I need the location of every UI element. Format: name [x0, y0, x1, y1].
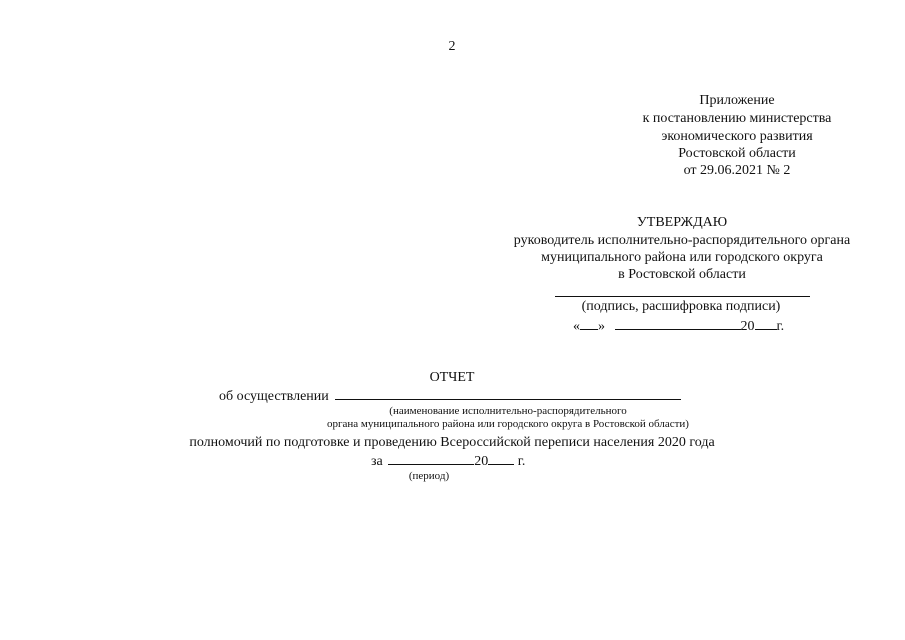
period-blank — [388, 452, 474, 465]
period-suffix: г. — [517, 454, 526, 469]
period-caption: (период) — [408, 470, 450, 482]
report-title: ОТЧЕТ — [429, 370, 475, 385]
appendix-line: Приложение — [699, 93, 775, 108]
approval-line: руководитель исполнительно-распорядительного органа — [513, 233, 851, 248]
period-year: 20 — [474, 454, 489, 469]
report-period — [371, 452, 525, 471]
signature-line — [555, 296, 810, 297]
date-close-quote: » — [598, 319, 605, 334]
appendix-line: экономического развития — [661, 129, 813, 144]
appendix-line: к постановлению министерства — [642, 111, 832, 126]
page-number: 2 — [448, 39, 456, 54]
date-year: 20 — [740, 319, 755, 334]
subject-prefix: об осуществлении — [219, 389, 329, 404]
approval-date — [573, 317, 784, 336]
powers-line: полномочий по подготовке и проведению Всероссийской переписи населения 2020 года — [189, 435, 715, 450]
approval-line: в Ростовской области — [618, 267, 746, 282]
approval-line: муниципального района или городского округа — [541, 250, 823, 265]
subject-caption: (наименование исполнительно-распорядительного — [389, 405, 627, 417]
month-blank — [615, 317, 741, 330]
appendix-line: Ростовской области — [678, 146, 796, 161]
day-blank — [580, 317, 598, 330]
year-blank — [755, 317, 777, 330]
date-open-quote: « — [573, 319, 580, 334]
subject-blank — [335, 387, 681, 400]
period-year-blank — [488, 452, 514, 465]
appendix-line: от 29.06.2021 № 2 — [683, 163, 791, 178]
signature-caption: (подпись, расшифровка подписи) — [581, 299, 781, 314]
subject-caption: органа муниципального района или городского округа в Ростовской области) — [327, 418, 689, 430]
period-prefix: за — [371, 454, 383, 469]
report-subject — [219, 387, 681, 406]
approval-title: УТВЕРЖДАЮ — [636, 215, 728, 230]
date-suffix: г. — [776, 319, 785, 334]
